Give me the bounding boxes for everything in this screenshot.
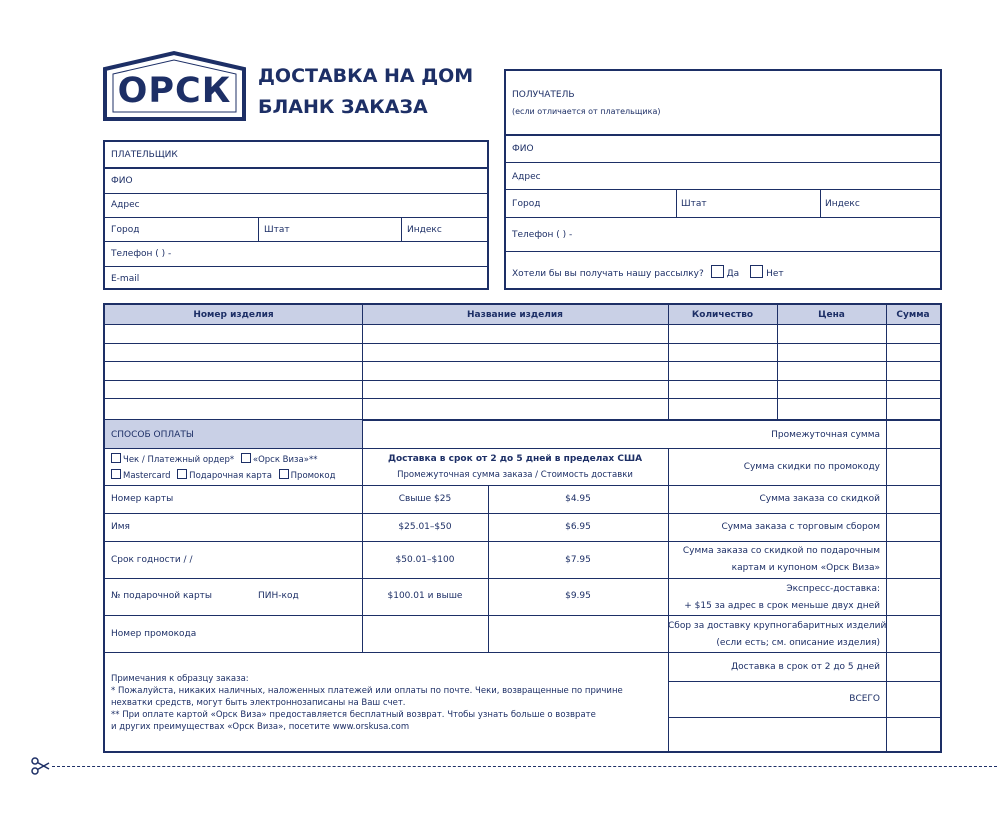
promo-option-label: Промокод [290,471,336,481]
form-title-line1: ДОСТАВКА НА ДОМ [258,65,474,87]
recipient-name-field[interactable] [546,137,936,161]
total-value-cell[interactable] [888,683,940,717]
recipient-address-field[interactable] [546,164,936,188]
payment-heading: СПОСОБ ОПЛАТЫ [111,430,194,440]
notes-heading: Примечания к образцу заказа: [111,674,249,684]
visa-option-label: «Орск Виза»** [252,455,318,465]
payer-phone-label: Телефон ( ) - [111,249,172,259]
cut-line [52,766,997,767]
notes-line: нехватки средств, могут быть электроннозаписаны на Ваш счет. [111,698,406,708]
subtotal-value-cell[interactable] [888,420,940,448]
logo-text: ОРСК [117,71,232,111]
col-header-price: Цена [818,310,845,320]
table-row[interactable] [105,324,940,343]
recipient-phone-label: Телефон ( ) - [512,230,573,240]
pin-label: ПИН-код [258,591,299,601]
payer-name-field[interactable] [145,172,483,192]
newsletter-yes-checkbox[interactable] [711,265,724,278]
giftcard-option-checkbox[interactable] [177,469,187,479]
newsletter-yes-label: Да [726,269,740,279]
shipping-range: $25.01–$50 [398,522,452,532]
summary-total-label: ВСЕГО [849,694,880,704]
summary-promo-discount-label: Сумма скидки по промокоду [743,462,880,472]
shipping-cost: $7.95 [565,555,591,565]
recipient-section [504,69,942,290]
payer-heading: ПЛАТЕЛЬЩИК [111,150,178,160]
order-notes [111,673,623,733]
shipping-range: $50.01–$100 [395,555,455,565]
table-row[interactable] [105,398,940,419]
col-header-item-number: Номер изделия [193,310,274,320]
check-option-label: Чек / Платежный ордер* [123,455,235,465]
payer-address-label: Адрес [111,200,140,210]
recipient-heading: ПОЛУЧАТЕЛЬ [512,90,575,100]
payer-section [103,140,489,290]
promo-option-checkbox[interactable] [279,469,289,479]
summary-bulky-line2: (если есть; см. описание изделия) [716,638,880,648]
recipient-address-label: Адрес [512,172,541,182]
summary-discounted-total-label: Сумма заказа со скидкой [759,494,880,504]
col-header-quantity: Количество [691,310,754,320]
cardholder-name-field[interactable] [145,515,355,539]
shipping-cost: $4.95 [565,494,591,504]
payment-options-row2 [111,469,335,482]
expiry-label: Срок годности / / [111,555,193,565]
payer-name-label: ФИО [111,176,133,186]
newsletter-question: Хотели бы вы получать нашу рассылку? [512,269,704,279]
table-row[interactable] [105,343,940,361]
payer-zip-label: Индекс [407,225,442,235]
summary-gift-discount-line1: Сумма заказа со скидкой по подарочным [682,546,880,556]
scissors-icon [30,756,50,776]
summary-delivery-label: Доставка в срок от 2 до 5 дней [731,662,880,672]
card-number-field[interactable] [185,487,355,511]
table-row[interactable] [105,380,940,398]
payer-state-label: Штат [264,225,290,235]
recipient-subheading: (если отличается от плательщика) [512,107,661,116]
recipient-name-label: ФИО [512,144,534,154]
recipient-phone-field[interactable] [606,220,936,249]
newsletter-no-checkbox[interactable] [750,265,763,278]
mastercard-option-checkbox[interactable] [111,469,121,479]
col-header-item-name: Название изделия [467,310,563,320]
newsletter-row [512,265,784,280]
shipping-title: Доставка в срок от 2 до 5 дней в пределах США [387,454,643,464]
notes-line: * Пожалуйста, никаких наличных, наложенных платежей или оплаты по почте. Чеки, возвращенные по причине [111,686,623,696]
shipping-range: Свыше $25 [398,494,452,504]
payer-email-label: E-mail [111,274,140,284]
cardholder-name-label: Имя [111,522,130,532]
recipient-city-label: Город [512,199,541,209]
shipping-cost: $6.95 [565,522,591,532]
gift-card-label: № подарочной карты [111,591,212,601]
summary-bulky-line1: Сбор за доставку крупногабаритных изделий [668,621,887,631]
summary-gift-discount-line2: картам и купоном «Орск Виза» [731,563,880,573]
shipping-cost: $9.95 [565,591,591,601]
gift-card-field[interactable] [111,580,355,616]
order-table [103,303,942,753]
expiry-field[interactable] [185,543,355,577]
summary-express-line1: Экспресс-доставка: [786,584,880,594]
shipping-range: $100.01 и выше [387,591,463,601]
giftcard-option-label: Подарочная карта [189,471,272,481]
payer-email-field[interactable] [155,268,483,288]
notes-line: и других преимуществах «Орск Виза», посетите www.orskusa.com [111,722,410,732]
promo-code-label: Номер промокода [111,629,197,639]
summary-express-line2: + $15 за адрес в срок меньше двух дней [684,601,880,611]
table-row[interactable] [105,361,940,380]
summary-subtotal-label: Промежуточная сумма [771,430,880,440]
payer-city-label: Город [111,225,140,235]
form-title-line2: БЛАНК ЗАКАЗА [258,96,428,118]
payer-address-field[interactable] [145,195,483,215]
promo-code-field[interactable] [205,617,355,651]
newsletter-no-label: Нет [766,269,784,279]
col-header-total: Сумма [896,310,930,320]
recipient-zip-label: Индекс [825,199,860,209]
summary-with-fee-label: Сумма заказа с торговым сбором [721,522,880,532]
mastercard-option-label: Mastercard [123,471,171,481]
visa-option-checkbox[interactable] [241,453,251,463]
recipient-state-label: Штат [681,199,707,209]
payer-phone-field[interactable] [205,243,483,265]
check-option-checkbox[interactable] [111,453,121,463]
shipping-subtitle: Промежуточная сумма заказа / Стоимость доставки [397,470,633,480]
notes-line: ** При оплате картой «Орск Виза» предоставляется бесплатный возврат. Чтобы узнать больше о возврате [111,710,596,720]
card-number-label: Номер карты [111,494,174,504]
payment-options-row1 [111,453,317,466]
